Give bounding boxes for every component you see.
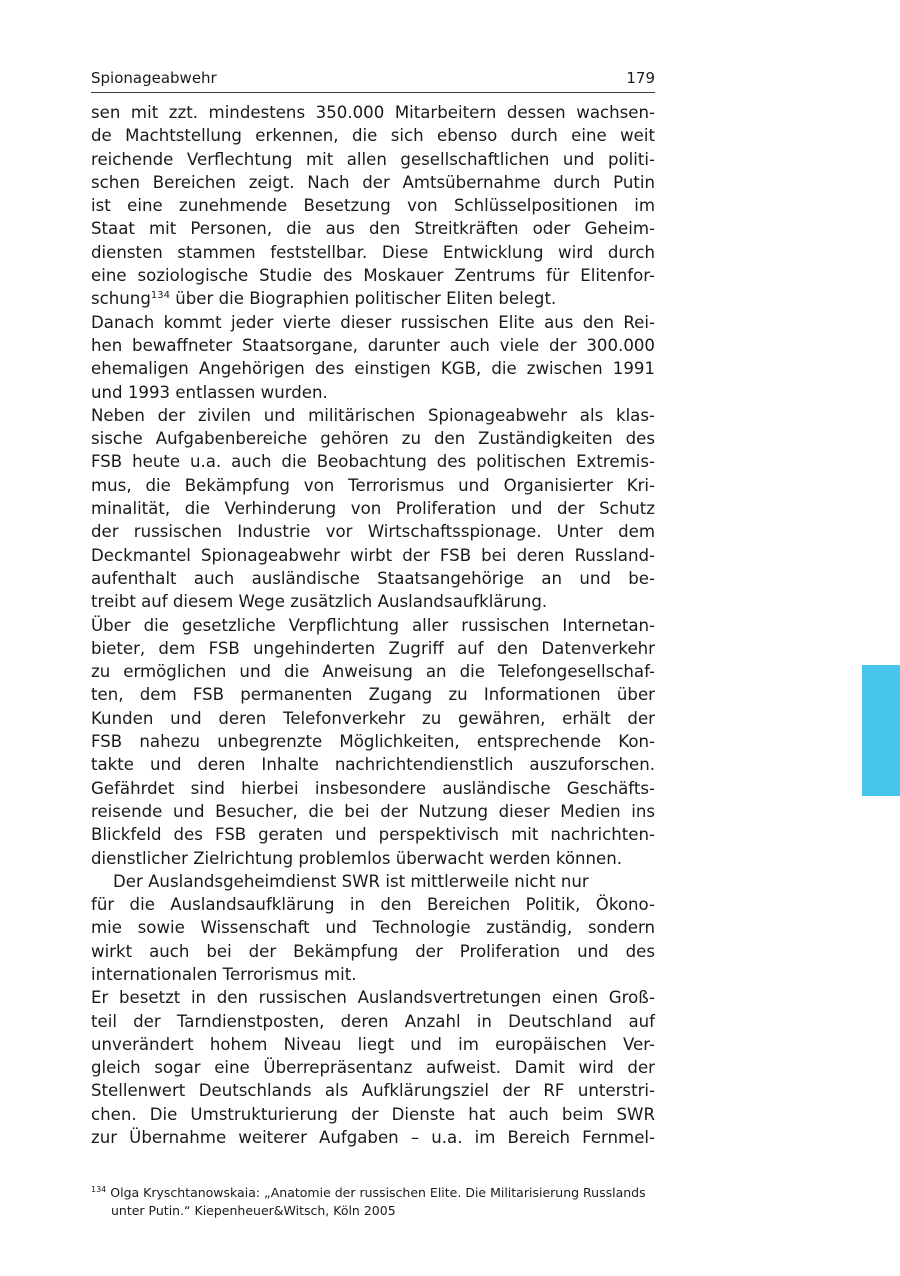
- text-line: minalität, die Verhinderung von Proliferation und der Schutz: [91, 499, 655, 519]
- footnote-line: [91, 1184, 661, 1202]
- text-line: mus, die Bekämpfung von Terrorismus und Organisierter Kri-: [91, 475, 655, 495]
- text-line: gleich sogar eine Überrepräsentanz aufweist. Damit wird der: [91, 1058, 655, 1078]
- text-line: FSB heute u.a. auch die Beobachtung des politischen Extremis-: [91, 452, 655, 472]
- text-line: Staat mit Personen, die aus den Streitkräften oder Geheim-: [91, 219, 655, 239]
- text-line: bieter, dem FSB ungehinderten Zugriff auf den Datenverkehr: [91, 638, 655, 658]
- text-line: chen. Die Umstrukturierung der Dienste hat auch beim SWR: [91, 1104, 655, 1124]
- text-line: Er besetzt in den russischen Auslandsvertretungen einen Groß-: [91, 988, 655, 1008]
- footnote-reference[interactable]: 134: [150, 290, 170, 302]
- text-line: FSB nahezu unbegrenzte Möglichkeiten, entsprechende Kon-: [91, 732, 655, 752]
- text-line: sische Aufgabenbereiche gehören zu den Zuständigkeiten des: [91, 429, 655, 449]
- text-line: wirkt auch bei der Bekämpfung der Proliferation und des: [91, 941, 655, 961]
- text-line: Deckmantel Spionageabwehr wirbt der FSB bei deren Russland-: [91, 545, 655, 565]
- text-line: Gefährdet sind hierbei insbesondere ausländische Geschäfts-: [91, 778, 655, 798]
- running-header-title: Spionageabwehr: [91, 69, 217, 87]
- running-header: [91, 68, 655, 93]
- text-line: ten, dem FSB permanenten Zugang zu Informationen über: [91, 685, 655, 705]
- text-line: reisende und Besucher, die bei der Nutzung dieser Medien ins: [91, 801, 655, 821]
- text-line: reichende Verflechtung mit allen gesellschaftlichen und politi-: [91, 149, 655, 169]
- text-line: hen bewaffneter Staatsorgane, darunter auch viele der 300.000: [91, 335, 655, 355]
- text-line: sen mit zzt. mindestens 350.000 Mitarbeitern dessen wachsen-: [91, 103, 655, 122]
- footnote: [91, 1184, 661, 1219]
- text-line: Danach kommt jeder vierte dieser russischen Elite aus den Rei-: [91, 312, 655, 332]
- text-line: ehemaligen Angehörigen des einstigen KGB, die zwischen 1991: [91, 359, 655, 379]
- text-line: für die Auslandsaufklärung in den Bereichen Politik, Ökono-: [91, 895, 655, 915]
- footnote-line: unter Putin.“ Kiepenheuer&Witsch, Köln 2005: [111, 1202, 396, 1218]
- text-line: und 1993 entlassen wurden.: [91, 382, 328, 402]
- text-line: unverändert hohem Niveau liegt und im europäischen Ver-: [91, 1034, 655, 1054]
- text-line: Neben der zivilen und militärischen Spionageabwehr als klas-: [91, 405, 655, 425]
- text-line: schen Bereichen zeigt. Nach der Amtsübernahme durch Putin: [91, 172, 655, 192]
- text-segment: über die Biographien politischer Eliten belegt.: [169, 289, 557, 309]
- text-line: Kunden und deren Telefonverkehr zu gewähren, erhält der: [91, 708, 655, 728]
- text-line: Über die gesetzliche Verpflichtung aller russischen Internetan-: [91, 615, 655, 635]
- text-line: treibt auf diesem Wege zusätzlich Auslandsaufklärung.: [91, 592, 548, 612]
- chapter-thumb-tab: [862, 665, 900, 796]
- text-line: aufenthalt auch ausländische Staatsangehörige an und be-: [91, 568, 655, 588]
- text-line: de Machtstellung erkennen, die sich ebenso durch eine weit: [91, 126, 655, 146]
- text-line: der russischen Industrie vor Wirtschaftsspionage. Unter dem: [91, 522, 655, 542]
- text-line: Blickfeld des FSB geraten und perspektivisch mit nachrichten-: [91, 825, 655, 845]
- text-line: diensten stammen feststellbar. Diese Entwicklung wird durch: [91, 242, 655, 262]
- body-text: [91, 101, 655, 1149]
- text-line: takte und deren Inhalte nachrichtendienstlich auszuforschen.: [91, 755, 655, 775]
- text-line: eine soziologische Studie des Moskauer Zentrums für Elitenfor-: [91, 266, 655, 286]
- text-line: ist eine zunehmende Besetzung von Schlüsselpositionen im: [91, 196, 655, 216]
- text-line: mie sowie Wissenschaft und Technologie zuständig, sondern: [91, 918, 655, 938]
- page-number: 179: [626, 69, 655, 87]
- text-segment: schung: [91, 289, 151, 309]
- text-line: zu ermöglichen und die Anweisung an die Telefongesellschaf-: [91, 662, 655, 682]
- text-line: internationalen Terrorismus mit.: [91, 964, 357, 984]
- text-line: Der Auslandsgeheimdienst SWR ist mittlerweile nicht nur: [113, 871, 589, 891]
- footnote-number: 134: [91, 1185, 107, 1194]
- text-line: [91, 287, 655, 310]
- text-line: Stellenwert Deutschlands als Aufklärungsziel der RF unterstri-: [91, 1081, 655, 1101]
- text-line: dienstlicher Zielrichtung problemlos überwacht werden können.: [91, 848, 623, 868]
- footnote-text: Olga Kryschtanowskaia: „Anatomie der russischen Elite. Die Militarisierung Russlands: [106, 1185, 646, 1200]
- text-line: zur Übernahme weiterer Aufgaben – u.a. im Bereich Fernmel-: [91, 1128, 655, 1148]
- text-line: teil der Tarndienstposten, deren Anzahl in Deutschland auf: [91, 1011, 655, 1031]
